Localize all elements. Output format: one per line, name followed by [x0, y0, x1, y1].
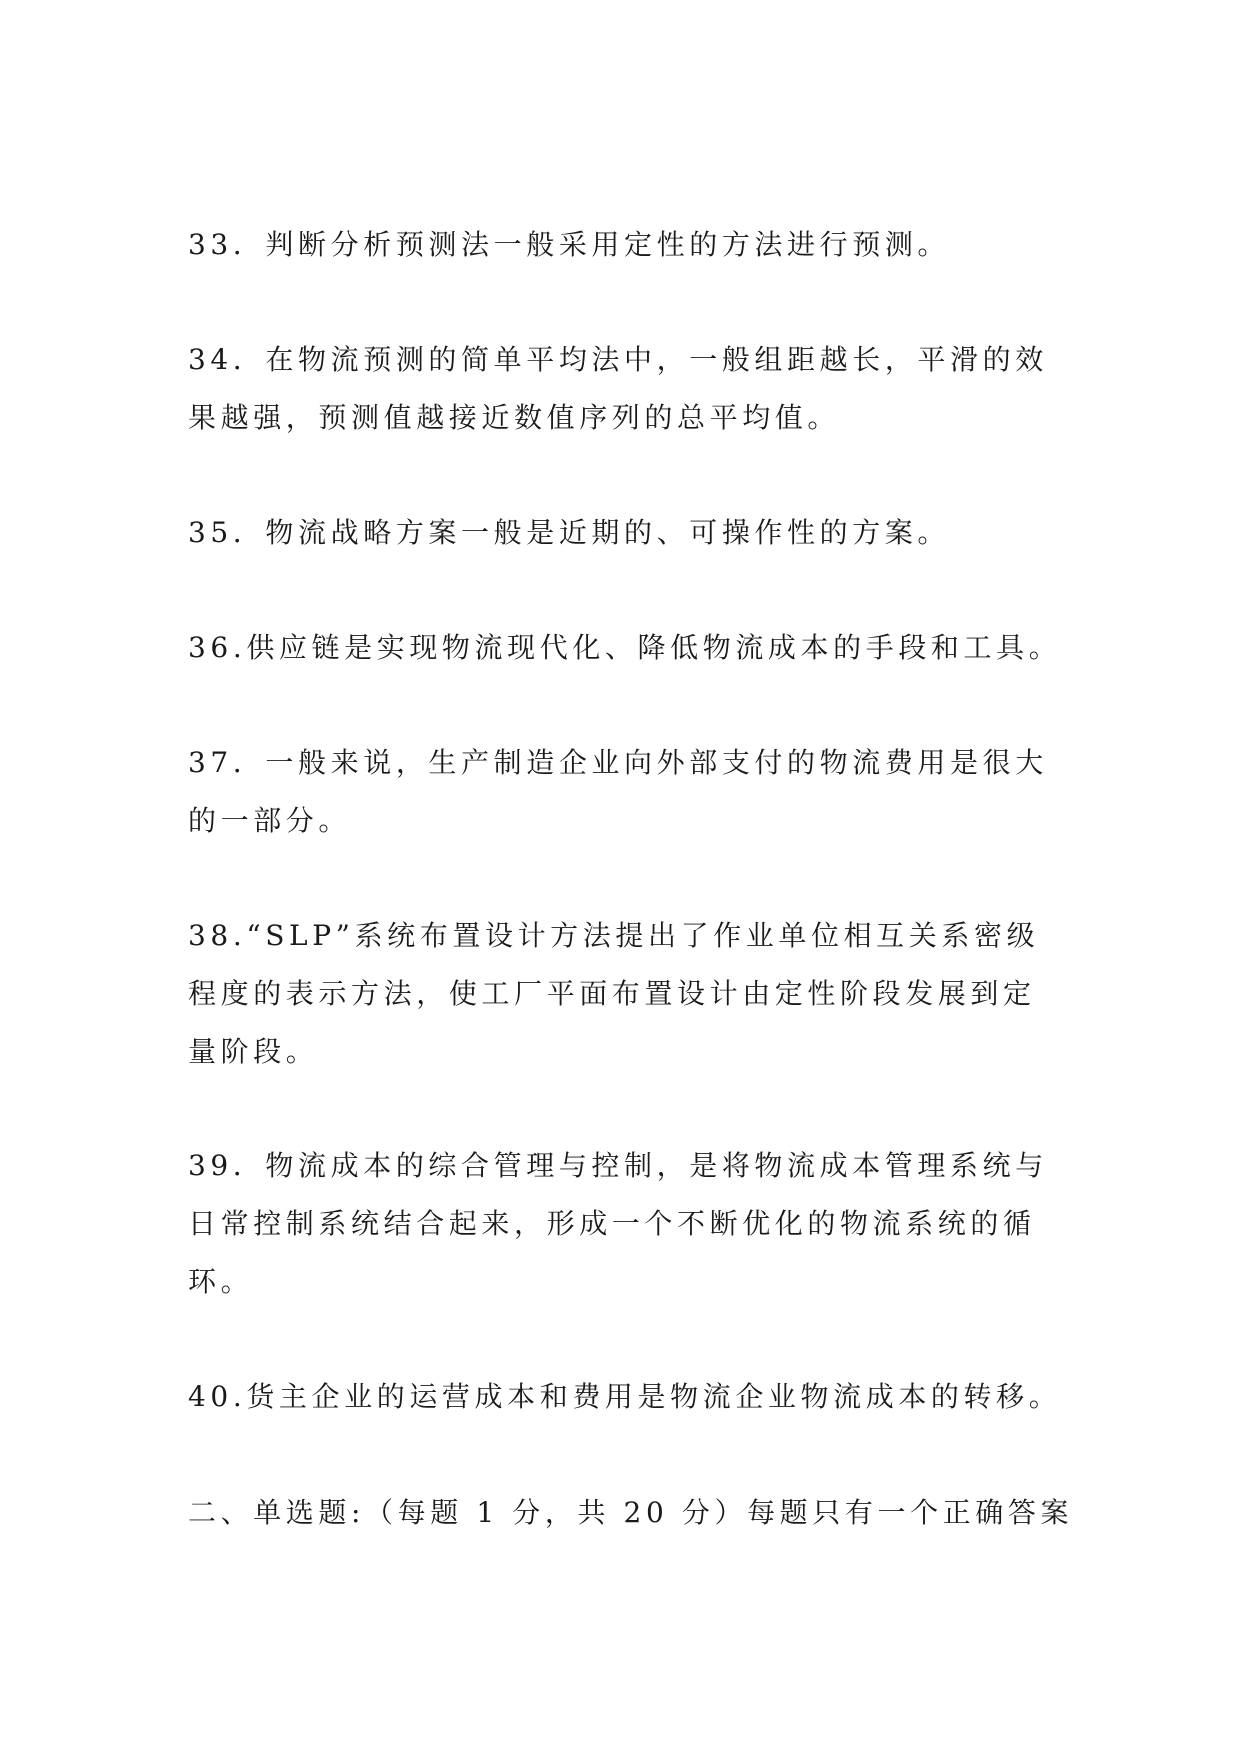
question-40 — [188, 1368, 1062, 1426]
question-33 — [188, 216, 1058, 274]
text-line: 34．在物流预测的简单平均法中，一般组距越长，平滑的效 — [188, 343, 1048, 376]
question-36 — [188, 619, 1062, 677]
question-35 — [188, 504, 1058, 562]
text-line: 36.供应链是实现物流现代化、降低物流成本的手段和工具。 — [188, 631, 1062, 664]
text-line: 39．物流成本的综合管理与控制，是将物流成本管理系统与 — [188, 1149, 1048, 1182]
section-heading-single-choice — [188, 1484, 1074, 1542]
question-37 — [188, 734, 1058, 850]
text-line: 程度的表示方法，使工厂平面布置设计由定性阶段发展到定 — [188, 977, 1036, 1010]
question-39 — [188, 1137, 1058, 1311]
text-line: 环。 — [188, 1265, 254, 1298]
text-line: 33．判断分析预测法一般采用定性的方法进行预测。 — [188, 228, 951, 261]
text-line: 二、单选题:（每题 1 分，共 20 分）每题只有一个正确答案 — [188, 1496, 1074, 1529]
text-line: 40.货主企业的运营成本和费用是物流企业物流成本的转移。 — [188, 1380, 1062, 1413]
text-line: 果越强，预测值越接近数值序列的总平均值。 — [188, 401, 841, 434]
question-38 — [188, 907, 1058, 1081]
question-34 — [188, 331, 1058, 447]
text-line: 量阶段。 — [188, 1035, 319, 1068]
text-line: 35．物流战略方案一般是近期的、可操作性的方案。 — [188, 516, 951, 549]
text-line: 日常控制系统结合起来，形成一个不断优化的物流系统的循 — [188, 1207, 1036, 1240]
text-line: 的一部分。 — [188, 804, 352, 837]
text-line: 38.“SLP”系统布置设计方法提出了作业单位相互关系密级 — [188, 919, 1040, 952]
text-line: 37．一般来说，生产制造企业向外部支付的物流费用是很大 — [188, 746, 1048, 779]
document-page — [188, 0, 1074, 1754]
